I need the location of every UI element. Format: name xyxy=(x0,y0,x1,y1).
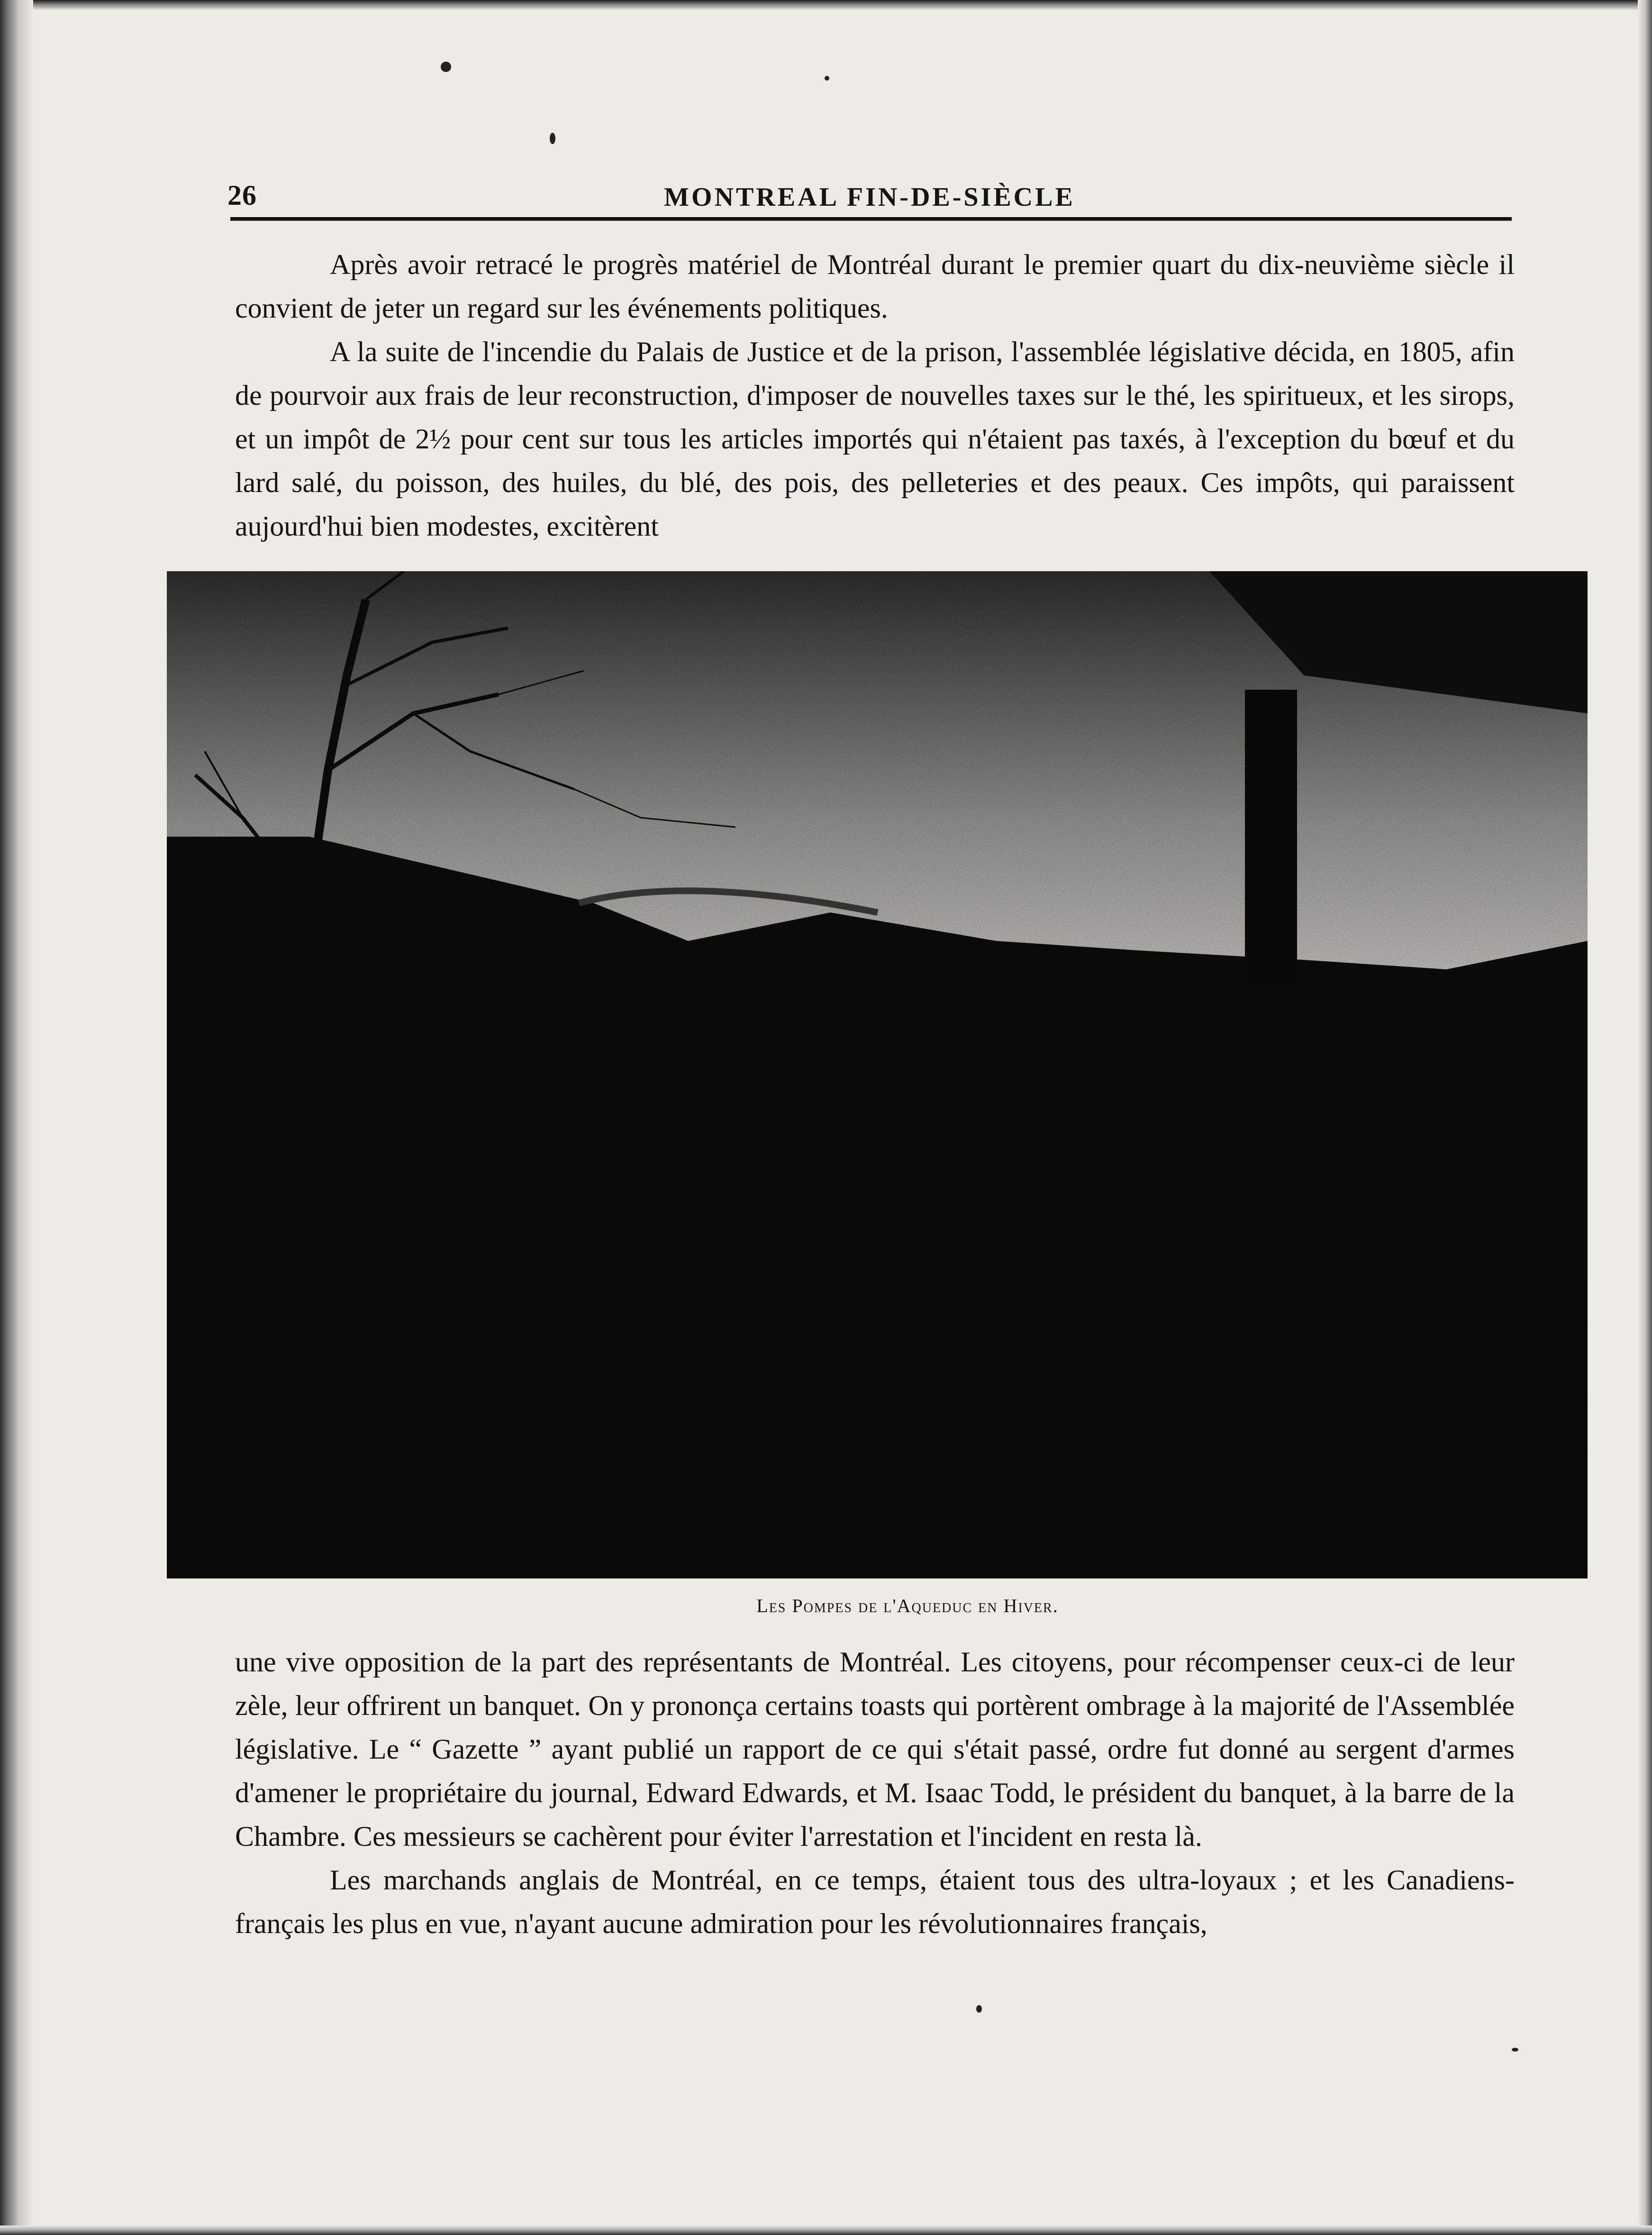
scan-speck xyxy=(550,133,555,144)
page-number: 26 xyxy=(227,180,257,211)
body-text-bottom xyxy=(235,1640,1515,1945)
paragraph: une vive opposition de la part des représentants de Montréal. Les citoyens, pour récompenser ceux-ci de leur zèle, leur offrirent un banquet. On y prononça certains toasts qui portèrent ombrage à la majorité de l'Assemblée législative. Le “ Gazette ” ayant publié un rapport de ce qui s'était passé, ordre fut donné au sergent d'armes d'amener le propriétaire du journal, Edward Edwards, et M. Isaac Todd, le président du banquet, à la barre de la Chambre. Ces messieurs se cachèrent pour éviter l'arrestation et l'incident en resta là. xyxy=(235,1646,1515,1852)
photograph-illustration xyxy=(167,571,1588,1578)
paragraph: A la suite de l'incendie du Palais de Justice et de la prison, l'assemblée législative décida, en 1805, afin de pourvoir aux frais de leur reconstruction, d'imposer de nouvelles taxes sur le thé, les spiritueux, et les sirops, et un impôt de 2½ pour cent sur tous les articles importés qui n'étaient pas taxés, à l'exception du bœuf et du lard salé, du poisson, des huiles, du blé, des pois, des pelleteries et des peaux. Ces impôts, qui paraissent aujourd'hui bien modestes, excitèrent xyxy=(235,336,1515,542)
scan-edge-left xyxy=(0,0,33,2235)
scan-edge-right xyxy=(1638,0,1652,2235)
body-text-top xyxy=(235,243,1515,548)
figure-caption: Les Pompes de l'Aqueduc en Hiver. xyxy=(756,1595,1059,1616)
scan-edge-bottom xyxy=(0,2226,1652,2235)
scan-edge-top xyxy=(0,0,1652,10)
running-head xyxy=(227,179,1512,217)
running-title: MONTREAL FIN-DE-SIÈCLE xyxy=(664,182,1075,212)
scan-speck xyxy=(1512,2048,1518,2052)
header-rule xyxy=(230,217,1512,221)
scan-speck xyxy=(825,76,829,81)
paragraph: Les marchands anglais de Montréal, en ce temps, étaient tous des ultra-loyaux ; et les Canadiens-français les plus en vue, n'ayant aucune admiration pour les révolutionnaires français, xyxy=(235,1864,1515,1939)
paragraph: Après avoir retracé le progrès matériel de Montréal durant le premier quart du dix-neuvième siècle il convient de jeter un regard sur les événements politiques. xyxy=(235,249,1515,324)
scan-speck xyxy=(441,62,451,72)
scan-speck xyxy=(976,2005,982,2013)
photograph-aqueduct-pumps xyxy=(167,571,1588,1578)
